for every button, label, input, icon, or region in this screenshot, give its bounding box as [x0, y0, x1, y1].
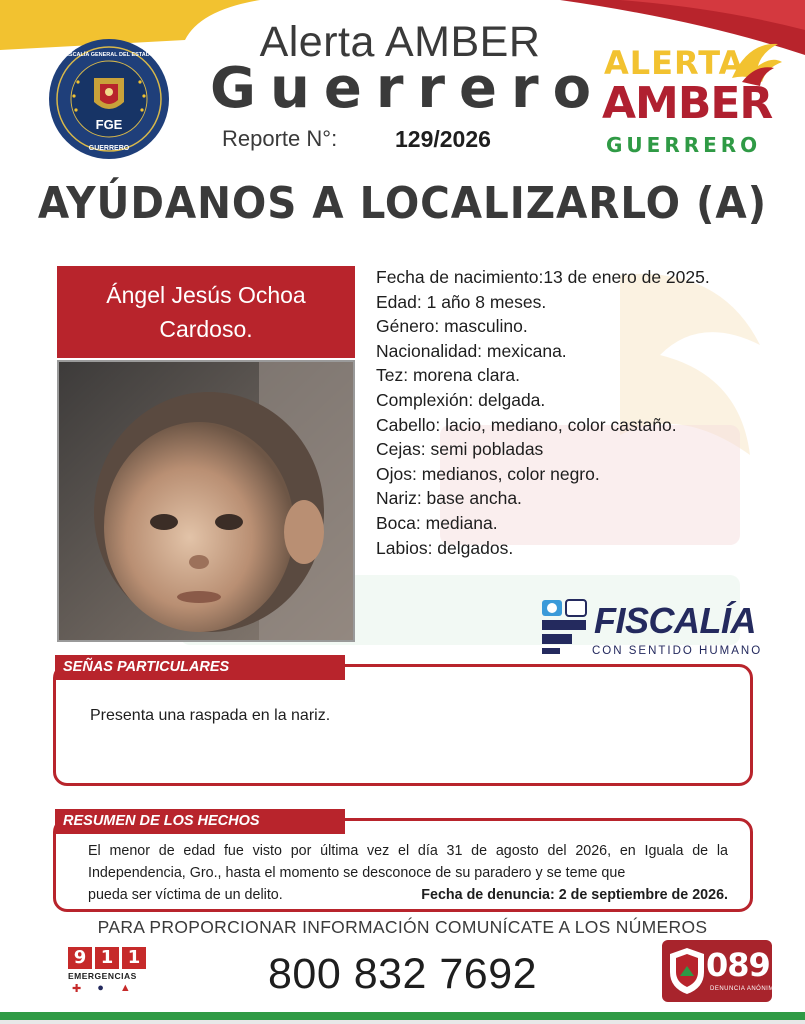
resumen-main: El menor de edad fue visto por última vez el día 31 de agosto del 2026, en Iguala de la Independencia, Gro., hasta el momento se desconoce de su paradero y se teme que [88, 843, 728, 881]
detail-hair: Cabello: lacio, mediano, color castaño. [376, 414, 677, 435]
report-label: Reporte N°: [222, 126, 338, 151]
bottom-gray-stripe [0, 1020, 805, 1024]
main-heading: AYÚDANOS A LOCALIZARLO (A) [37, 178, 768, 229]
contact-line: PARA PROPORCIONAR INFORMACIÓN COMUNÍCATE A LOS NÚMEROS [97, 917, 708, 937]
senas-text: Presenta una raspada en la nariz. [90, 707, 331, 724]
person-name-box [57, 266, 355, 358]
detail-nationality: Nacionalidad: mexicana. [376, 340, 567, 361]
medical-cross-icon: ✚ [72, 983, 82, 995]
fiscalia-subtitle: CON SENTIDO HUMANO [592, 645, 763, 657]
detail-eyes: Ojos: medianos, color negro. [376, 463, 600, 484]
logo-amber-text: AMBER [602, 78, 773, 129]
report-number: 129/2026 [395, 126, 491, 152]
header-title: Alerta AMBER [259, 18, 541, 66]
detail-birthdate: Fecha de nacimiento:13 de enero de 2025. [376, 267, 710, 287]
detail-build: Complexión: delgada. [376, 389, 546, 410]
shield-icon [668, 946, 706, 996]
resumen-end: pueda ser víctima de un delito. [88, 887, 283, 903]
resumen-label: RESUMEN DE LOS HECHOS [55, 809, 345, 834]
header-subtitle: Guerrero [210, 56, 606, 121]
detail-eyebrows: Cejas: semi pobladas [376, 439, 544, 460]
denuncia-089-logo [662, 940, 779, 1002]
person-name: Ángel Jesús Ochoa Cardoso. [106, 282, 306, 342]
logo-alerta-text: ALERTA [604, 44, 745, 82]
person-details-list [376, 265, 796, 560]
person-photo [57, 360, 355, 642]
detail-lips: Labios: delgados. [376, 537, 514, 558]
fiscalia-logo-icon [540, 598, 590, 656]
fire-icon: ▲ [119, 982, 131, 994]
seal-center-text: FGE [95, 117, 123, 132]
contact-phone: 800 832 7692 [268, 950, 538, 998]
fge-seal-icon [48, 38, 170, 160]
number-089: 089 [706, 946, 770, 984]
resumen-text [88, 840, 728, 906]
detail-complexion-tone: Tez: morena clara. [376, 365, 520, 386]
detail-nose: Nariz: base ancha. [376, 488, 522, 509]
seal-bottom-text: GUERRERO [88, 145, 130, 152]
fecha-denuncia: Fecha de denuncia: 2 de septiembre de 2026. [421, 887, 728, 903]
detail-gender: Género: masculino. [376, 316, 528, 337]
detail-mouth: Boca: mediana. [376, 512, 498, 533]
fiscalia-title: FISCALÍA [594, 600, 756, 641]
bottom-green-stripe [0, 1012, 805, 1020]
senas-label: SEÑAS PARTICULARES [55, 655, 345, 680]
digit-1a: 1 [95, 947, 119, 969]
emergency-911-logo [68, 947, 150, 995]
seal-top-text: FISCALÍA GENERAL DEL ESTADO [64, 52, 154, 58]
logo-guerrero-text: GUERRERO [606, 133, 762, 157]
label-089: DENUNCIA ANÓNIMA [710, 986, 779, 992]
emergency-label: EMERGENCIAS [68, 971, 137, 981]
senas-box [53, 664, 753, 786]
digit-1b: 1 [122, 947, 146, 969]
police-icon: ● [97, 982, 104, 994]
digit-9: 9 [68, 947, 92, 969]
detail-age: Edad: 1 año 8 meses. [376, 291, 547, 312]
